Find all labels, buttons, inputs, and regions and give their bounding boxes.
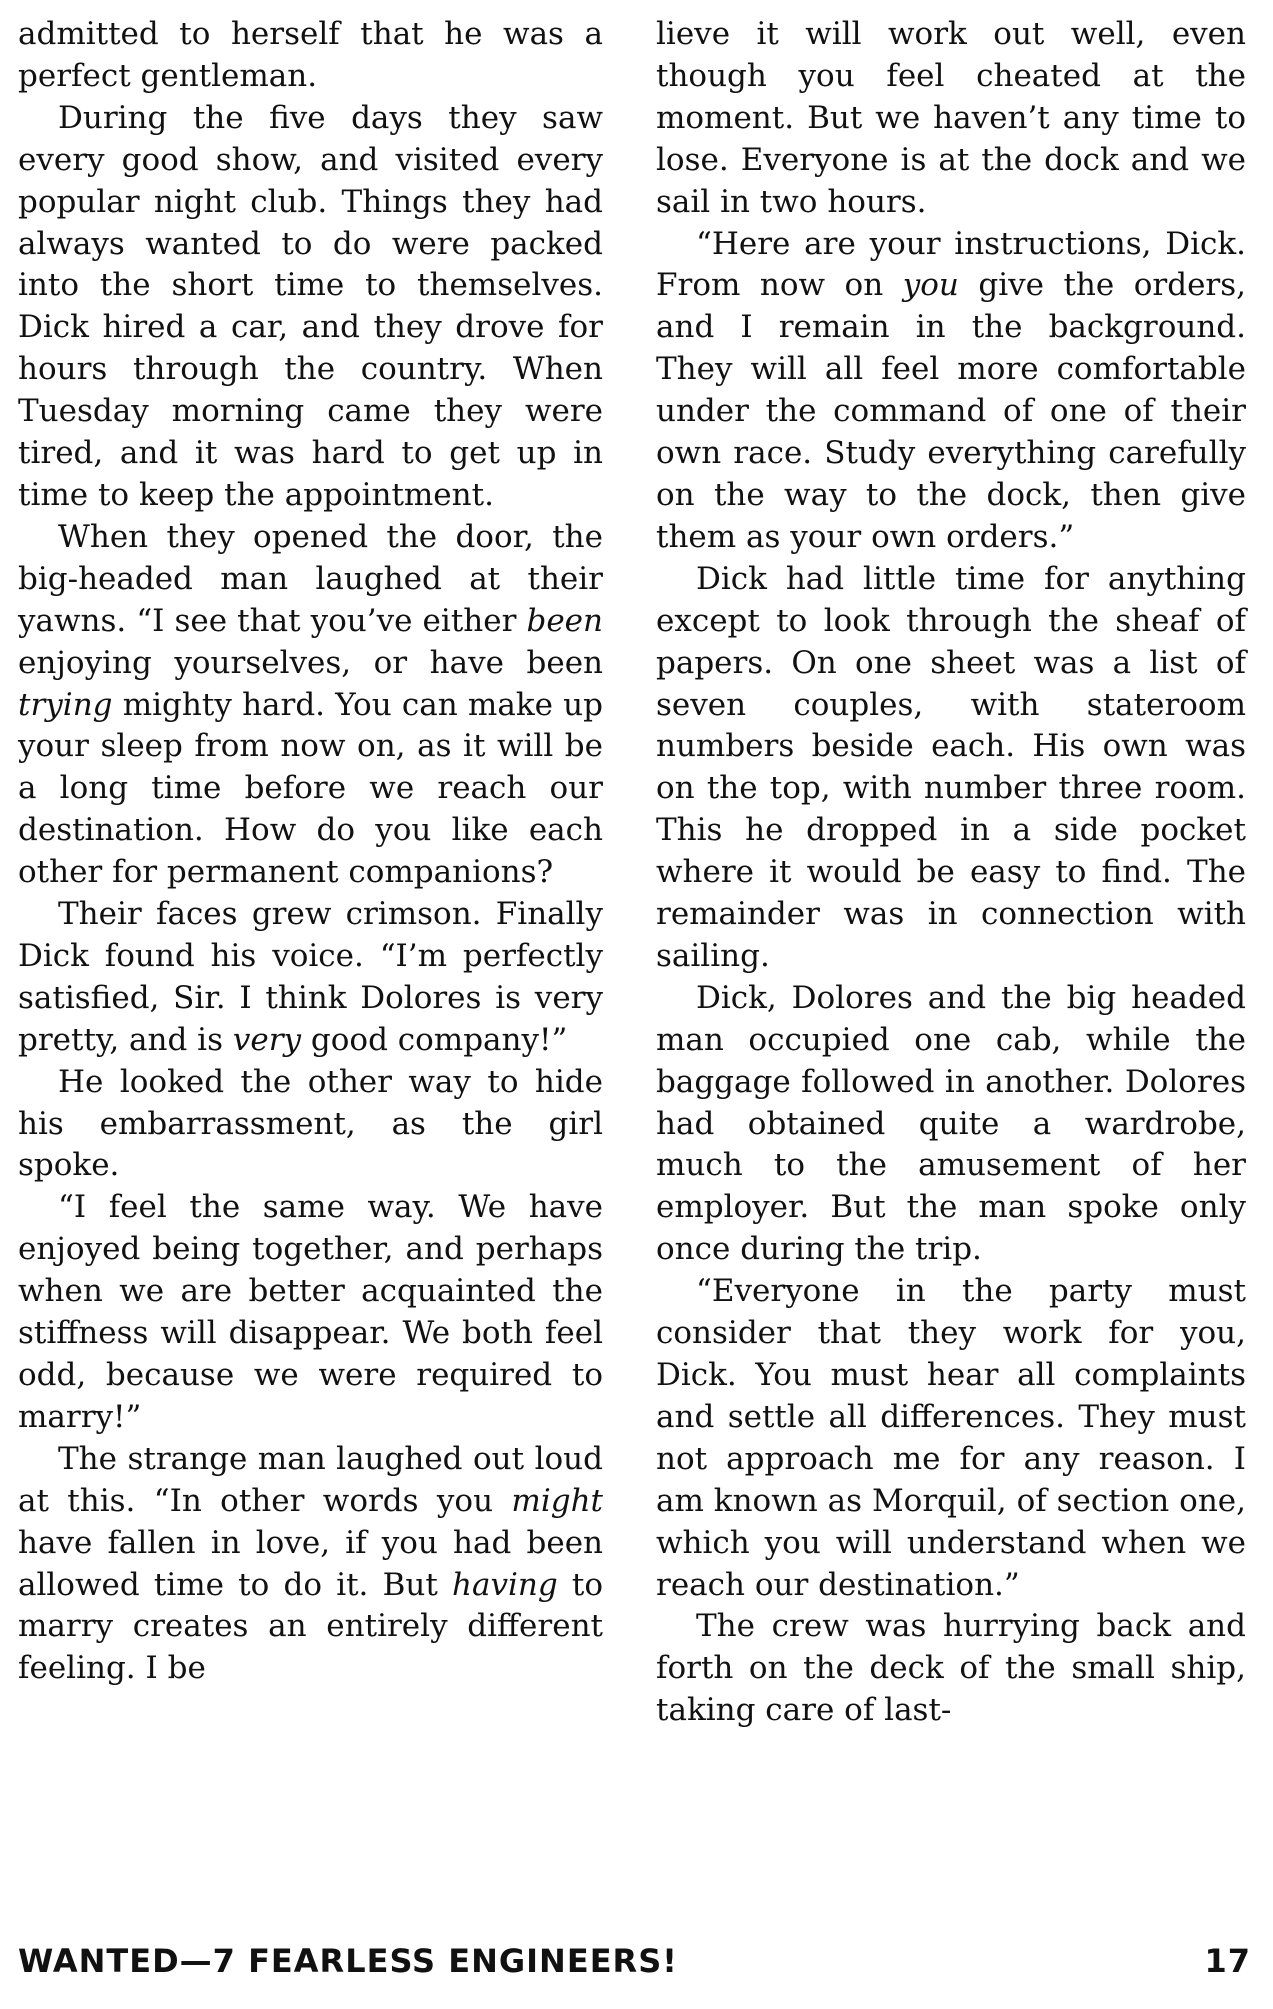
paragraph: lieve it will work out well, even though you feel cheated at the moment. But we haven’t any time to lose. Everyone is at the dock and we sail in two hours. <box>656 16 1246 220</box>
page-number: 17 <box>1204 1942 1251 1980</box>
paragraph: During the five days they saw every good show, and visited every popular night club. Things they had always wanted to do were packed into the short time to themselves. Dick hired a car, and they drove for hours through the country. When Tuesday morning came they were tired, and it was hard to get up in time to keep the appointment. <box>18 99 603 513</box>
paragraph: Their faces grew crimson. Finally Dick found his voice. “I’m perfectly satisfied, Sir. I think Dolores is very pretty, and is very good company!” <box>18 896 603 1058</box>
left-column <box>18 14 603 1690</box>
paragraph: When they opened the door, the big-headed man laughed at their yawns. “I see that you’ve either been enjoying yourselves, or have been trying mighty hard. You can make up your sleep from now on, as it will be a long time before we reach our destination. How do you like each other for permanent companions? <box>18 518 603 891</box>
page-footer <box>18 1942 1251 1990</box>
paragraph: admitted to herself that he was a perfect gentleman. <box>18 16 603 94</box>
paragraph: The strange man laughed out loud at this. “In other words you might have fallen in love, if you had been allowed time to do it. But having to marry creates an entirely different feeling. I be <box>18 1440 603 1687</box>
paragraph: “Here are your instructions, Dick. From now on you give the orders, and I remain in the background. They will all feel more comfortable under the command of one of their own race. Study everything carefully on the way to the dock, then give them as your own orders.” <box>656 225 1246 555</box>
running-title: WANTED—7 FEARLESS ENGINEERS! <box>18 1942 678 1980</box>
paragraph: “I feel the same way. We have enjoyed being together, and perhaps when we are better acquainted the stiffness will disappear. We both feel odd, because we were required to marry!” <box>18 1189 603 1435</box>
paragraph: He looked the other way to hide his embarrassment, as the girl spoke. <box>18 1063 603 1184</box>
paragraph: “Everyone in the party must consider that they work for you, Dick. You must hear all complaints and settle all differences. They must not approach me for any reason. I am known as Morquil, of section one, which you will understand when we reach our destination.” <box>656 1273 1246 1603</box>
paragraph: Dick had little time for anything except to look through the sheaf of papers. On one sheet was a list of seven couples, with stateroom numbers beside each. His own was on the top, with number three room. This he dropped in a side pocket where it would be easy to find. The remainder was in connection with sailing. <box>656 560 1246 974</box>
right-column <box>656 14 1246 1732</box>
paragraph: Dick, Dolores and the big headed man occupied one cab, while the baggage followed in another. Dolores had obtained quite a wardrobe, much to the amusement of her employer. But the man spoke only once during the trip. <box>656 979 1246 1268</box>
paragraph: The crew was hurrying back and forth on the deck of the small ship, taking care of last- <box>656 1608 1246 1729</box>
